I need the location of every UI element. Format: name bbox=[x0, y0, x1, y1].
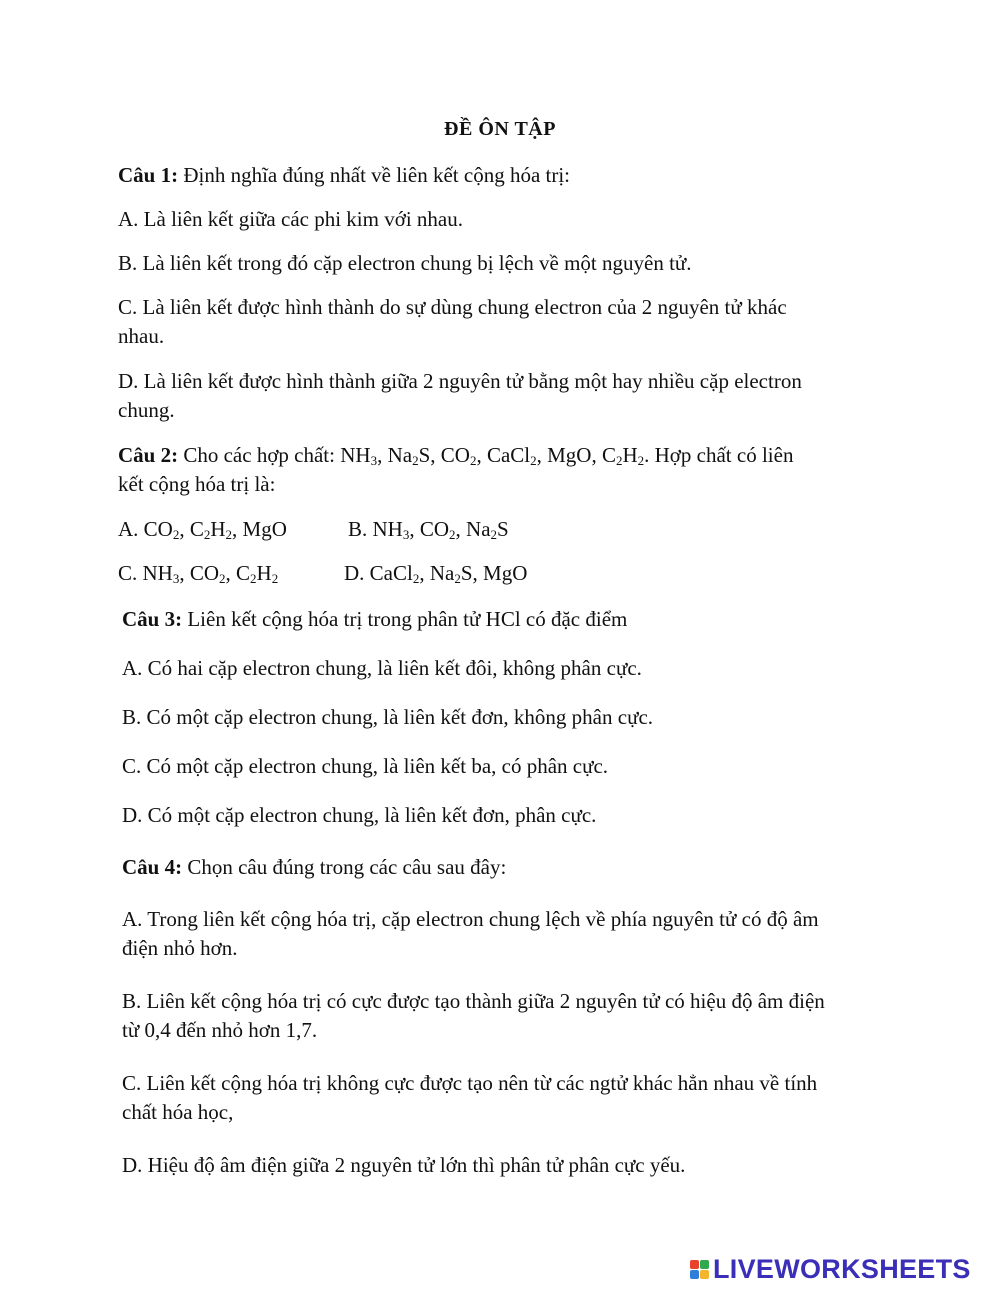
logo-square-1 bbox=[690, 1260, 699, 1269]
question-3-option-d: D. Có một cặp electron chung, là liên kết đơn, phân cực. bbox=[122, 803, 597, 827]
question-1-option-b: B. Là liên kết trong đó cặp electron chung bị lệch về một nguyên tử. bbox=[118, 251, 692, 275]
logo-mark-icon bbox=[690, 1260, 709, 1279]
question-4 bbox=[122, 852, 506, 882]
question-4-option-c-line1: C. Liên kết cộng hóa trị không cực được tạo nên từ các ngtử khác hẳn nhau về tính bbox=[122, 1071, 818, 1095]
question-4-option-a-line1: A. Trong liên kết cộng hóa trị, cặp electron chung lệch về phía nguyên tử có độ âm bbox=[122, 907, 819, 931]
question-2 bbox=[118, 440, 793, 470]
question-2-label: Câu 2: bbox=[118, 443, 179, 467]
logo-square-3 bbox=[690, 1270, 699, 1279]
question-2-line2: kết cộng hóa trị là: bbox=[118, 472, 276, 496]
question-3-label: Câu 3: bbox=[122, 607, 183, 631]
question-2-option-a: A. $CO_2$, $C_2H_2$, MgO bbox=[118, 517, 287, 542]
question-4-label: Câu 4: bbox=[122, 855, 183, 879]
question-1-text: Định nghĩa đúng nhất về liên kết cộng hóa trị: bbox=[178, 163, 571, 187]
logo-square-2 bbox=[700, 1260, 709, 1269]
question-1-option-a: A. Là liên kết giữa các phi kim với nhau. bbox=[118, 207, 463, 231]
question-3-option-b: B. Có một cặp electron chung, là liên kết đơn, không phân cực. bbox=[122, 705, 654, 729]
logo-text: LIVEWORKSHEETS bbox=[713, 1253, 971, 1284]
question-4-text: Chọn câu đúng trong các câu sau đây: bbox=[182, 855, 507, 879]
question-1-option-c-line2: nhau. bbox=[118, 324, 165, 348]
question-2-tail: Hợp chất có liên bbox=[649, 443, 794, 467]
question-3-option-c: C. Có một cặp electron chung, là liên kết ba, có phân cực. bbox=[122, 754, 609, 778]
question-3-option-a: A. Có hai cặp electron chung, là liên kết đôi, không phân cực. bbox=[122, 656, 642, 680]
question-1-option-d-line2: chung. bbox=[118, 398, 175, 422]
question-4-option-c-line2: chất hóa học, bbox=[122, 1100, 234, 1124]
question-4-option-d: D. Hiệu độ âm điện giữa 2 nguyên tử lớn thì phân tử phân cực yếu. bbox=[122, 1153, 686, 1177]
question-1-option-d-line1: D. Là liên kết được hình thành giữa 2 nguyên tử bằng một hay nhiều cặp electron bbox=[118, 369, 802, 393]
question-3-text: Liên kết cộng hóa trị trong phân tử HCl có đặc điểm bbox=[182, 607, 628, 631]
question-2-option-c: C. $NH_3$, $CO_2$, $C_2H_2$ bbox=[118, 561, 279, 586]
question-4-option-a-line2: điện nhỏ hơn. bbox=[122, 936, 238, 960]
page-title: ĐỀ ÔN TẬP bbox=[444, 118, 556, 140]
question-1-option-c-line1: C. Là liên kết được hình thành do sự dùng chung electron của 2 nguyên tử khác bbox=[118, 295, 787, 319]
question-1 bbox=[118, 160, 570, 190]
question-2-intro: Cho các hợp chất: bbox=[178, 443, 341, 467]
question-4-option-b-line2: từ 0,4 đến nhỏ hơn 1,7. bbox=[122, 1018, 318, 1042]
question-4-option-b-line1: B. Liên kết cộng hóa trị có cực được tạo thành giữa 2 nguyên tử có hiệu độ âm điện bbox=[122, 989, 825, 1013]
question-1-label: Câu 1: bbox=[118, 163, 179, 187]
logo-square-4 bbox=[700, 1270, 709, 1279]
question-2-option-d: D. CaCl$_2$, $Na_2S$, MgO bbox=[344, 561, 528, 586]
liveworksheets-logo[interactable] bbox=[690, 1252, 971, 1286]
question-3 bbox=[122, 604, 627, 634]
question-2-option-b: B. $NH_3$, $CO_2$, $Na_2S$ bbox=[348, 517, 509, 542]
question-2-compounds: $NH_3$, $Na_2S$, $CO_2$, CaCl$_2$, MgO, $C_2H_2$. bbox=[340, 443, 650, 468]
